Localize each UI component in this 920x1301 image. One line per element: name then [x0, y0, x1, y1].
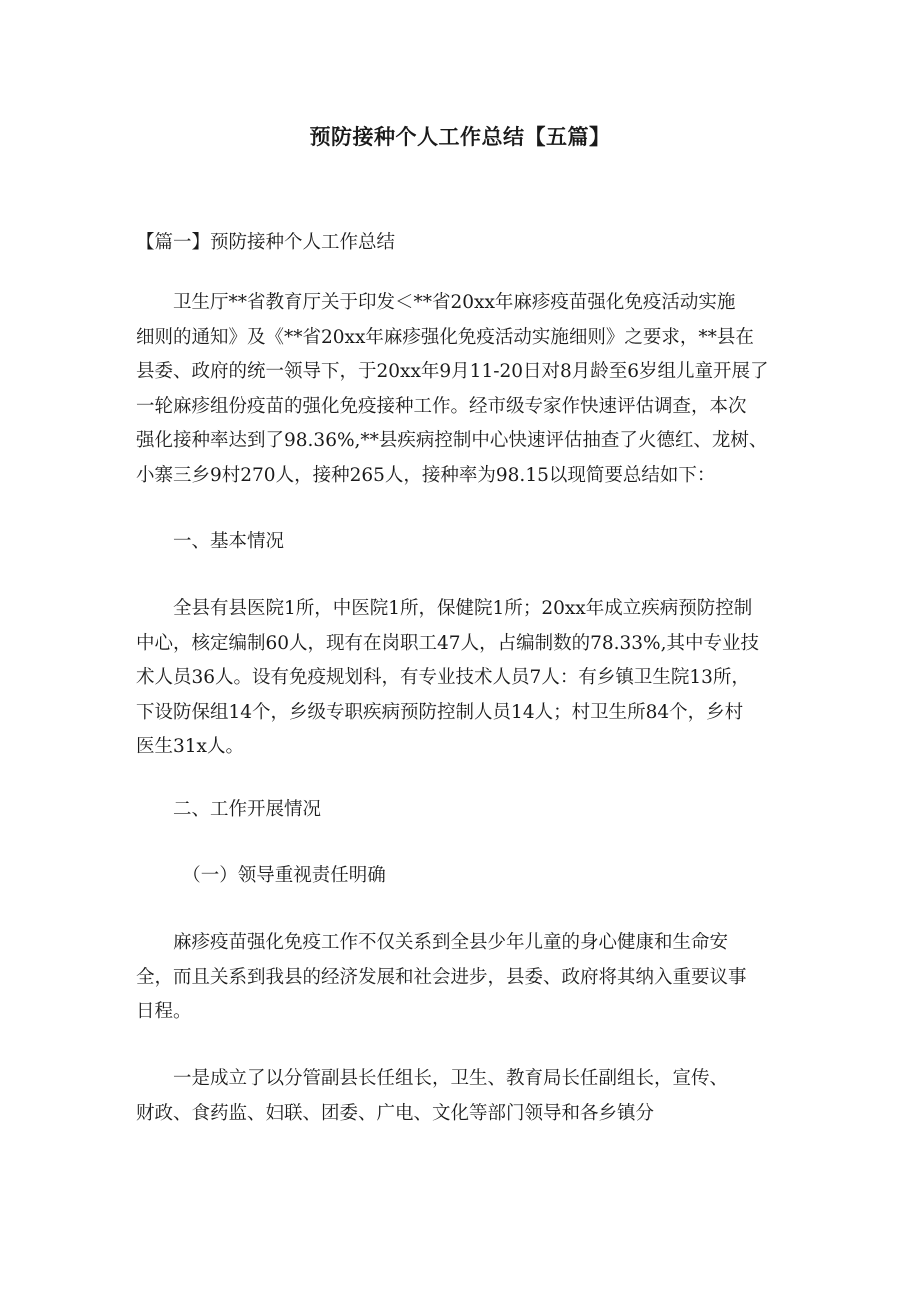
subheading-leadership: （一）领导重视责任明确: [136, 865, 386, 886]
heading-work-progress: 二、工作开展情况: [136, 799, 322, 820]
importance-paragraph: [136, 926, 796, 1030]
importance-line: 日程。: [136, 1001, 192, 1023]
intro-line: 卫生厅**省教育厅关于印发＜**省20xx年麻疹疫苗强化免疫活动实施: [136, 292, 736, 313]
heading-basic-situation: 一、基本情况: [136, 531, 285, 552]
importance-line: 麻疹疫苗强化免疫工作不仅关系到全县少年儿童的身心健康和生命安: [136, 932, 729, 953]
document-title: 预防接种个人工作总结【五篇】: [309, 125, 611, 149]
intro-line: 县委、政府的统一领导下，于20xx年9月11-20日对8月龄至6岁组儿童开展了: [136, 361, 769, 383]
intro-paragraph: [136, 286, 796, 494]
intro-line: 小寨三乡9村270人，接种265人，接种率为98.15以现简要总结如下：: [136, 464, 716, 486]
section-heading: 【篇一】预防接种个人工作总结: [136, 232, 396, 253]
leadership-group-paragraph: [136, 1062, 796, 1131]
intro-line: 细则的通知》及《**省20xx年麻疹强化免疫活动实施细则》之要求，**县在: [136, 326, 754, 348]
basic-situation-paragraph: [136, 592, 796, 765]
importance-line: 全，而且关系到我县的经济发展和社会进步，县委、政府将其纳入重要议事: [136, 966, 747, 988]
group-line: 一是成立了以分管副县长任组长，卫生、教育局长任副组长，宣传、: [136, 1068, 729, 1089]
basic-line: 下设防保组14个，乡级专职疾病预防控制人员14人；村卫生所84个，乡村: [136, 701, 744, 723]
intro-line: 强化接种率达到了98.36%,**县疾病控制中心快速评估抽查了火德红、龙树、: [136, 430, 768, 452]
group-line: 财政、食药监、妇联、团委、广电、文化等部门领导和各乡镇分: [136, 1102, 655, 1124]
intro-line: 一轮麻疹组份疫苗的强化免疫接种工作。经市级专家作快速评估调查，本次: [136, 395, 747, 417]
basic-line: 医生31x人。: [136, 736, 244, 758]
basic-line: 中心，核定编制60人，现有在岗职工47人，占编制数的78.33%,其中专业技: [136, 632, 760, 654]
basic-line: 全县有县医院1所，中医院1所，保健院1所；20xx年成立疾病预防控制: [136, 598, 753, 619]
basic-line: 术人员36人。设有免疫规划科，有专业技术人员7人：有乡镇卫生院13所，: [136, 667, 750, 689]
